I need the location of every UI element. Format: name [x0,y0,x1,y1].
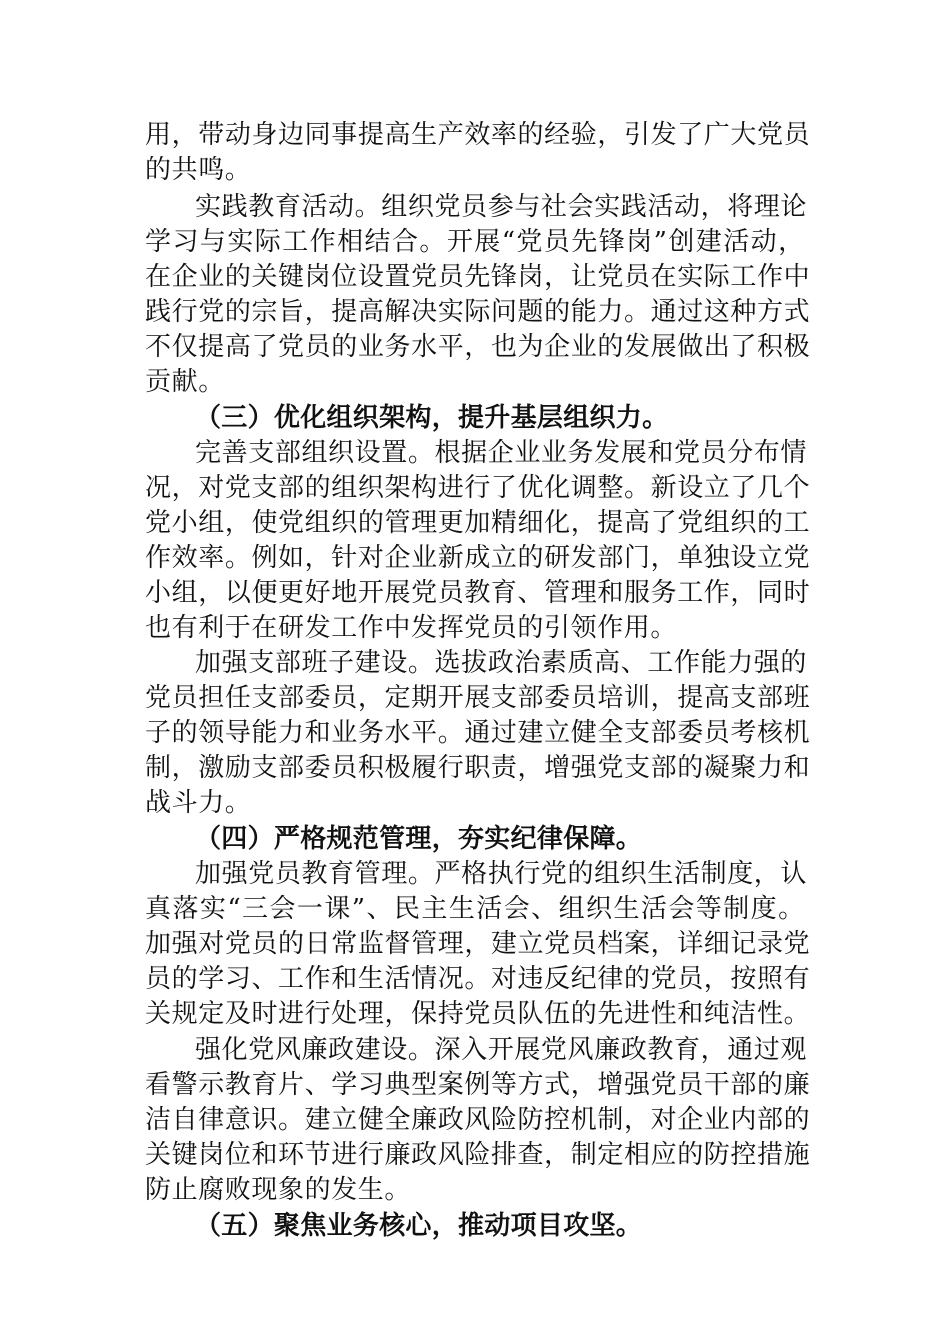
paragraph-line: 加 强 党 员 教 育 管 理 。 严 格 执 行 党 的 组 织 生 活 制 度 ， 认 [195,859,808,889]
paragraph-line: 践 行 党 的 宗 旨 ， 提 高 解 决 实 际 问 题 的 能 力 。 通 过 这 种 方 式 [145,297,811,327]
paragraph-line: 完 善 支 部 组 织 设 置 。 根 据 企 业 业 务 发 展 和 党 员 分 布 情 [195,438,808,468]
paragraph-line: 小 组 ， 以 便 更 好 地 开 展 党 员 教 育 、 管 理 和 服 务 工 作 ， 同 时 [145,578,811,608]
paragraph-line: 学 习 与 实 际 工 作 相 结 合 。 开 展 “ 党 员 先 锋 岗 ” 创 建 活 动 ， [145,227,805,257]
paragraph-line: 员 的 学 习 、 工 作 和 生 活 情 况 。 对 违 反 纪 律 的 党 员 ， 按 照 有 [145,964,811,994]
paragraph-line: 防止腐败现象的发生。 [145,1175,412,1205]
paragraph-line: 洁 自 律 意 识 。 建 立 健 全 廉 政 风 险 防 控 机 制 ， 对 企 业 内 部 的 [145,1105,811,1135]
paragraph-line: 用 ， 带 动 身 边 同 事 提 高 生 产 效 率 的 经 验 ， 引 发 了 广 大 党 员 [145,120,811,150]
paragraph-line: 党 员 担 任 支 部 委 员 ， 定 期 开 展 支 部 委 员 培 训 ， 提 高 支 部 班 [145,683,811,713]
section-heading: （四）严格规范管理，夯实纪律保障。 [195,824,643,854]
paragraph-line: 加 强 对 党 员 的 日 常 监 督 管 理 ， 建 立 党 员 档 案 ， 详 细 记 录 党 [145,929,811,959]
paragraph-line: 的共鸣。 [145,155,252,185]
paragraph-line: 战斗力。 [145,788,252,818]
section-heading: （三）优化组织架构，提升基层组织力。 [195,403,669,433]
paragraph-line: 党 小 组 ， 使 党 组 织 的 管 理 更 加 精 细 化 ， 提 高 了 党 组 织 的 工 [145,508,811,538]
section-heading: （五）聚焦业务核心，推动项目攻坚。 [195,1211,643,1241]
paragraph-line: 贡献。 [145,367,225,397]
paragraph-line: 在 企 业 的 关 键 岗 位 设 置 党 员 先 锋 岗 ， 让 党 员 在 实 际 工 作 中 [145,262,811,292]
paragraph-line: 关 规 定 及 时 进 行 处 理 ， 保 持 党 员 队 伍 的 先 进 性 和 纯 洁 性 。 [145,999,811,1029]
paragraph-line: 关 键 岗 位 和 环 节 进 行 廉 政 风 险 排 查 ， 制 定 相 应 的 防 控 措 施 [145,1140,811,1170]
paragraph-line: 不 仅 提 高 了 党 员 的 业 务 水 平 ， 也 为 企 业 的 发 展 做 出 了 积 极 [145,332,811,362]
paragraph-line: 也有利于在研发工作中发挥党员的引领作用。 [145,613,678,643]
paragraph-line: 子 的 领 导 能 力 和 业 务 水 平 。 通 过 建 立 健 全 支 部 委 员 考 核 机 [145,718,811,748]
paragraph-line: 真 落 实 “ 三 会 一 课 ” 、 民 主 生 活 会 、 组 织 生 活 会 等 制 度 。 [145,894,805,924]
paragraph-line: 况 ， 对 党 支 部 的 组 织 架 构 进 行 了 优 化 调 整 。 新 设 立 了 几 个 [145,473,811,503]
paragraph-line: 实 践 教 育 活 动 。 组 织 党 员 参 与 社 会 实 践 活 动 ， 将 理 论 [195,192,808,222]
paragraph-line: 看 警 示 教 育 片 、 学 习 典 型 案 例 等 方 式 ， 增 强 党 员 干 部 的 廉 [145,1070,811,1100]
paragraph-line: 加 强 支 部 班 子 建 设 。 选 拔 政 治 素 质 高 、 工 作 能 力 强 的 [195,648,808,678]
paragraph-line: 强 化 党 风 廉 政 建 设 。 深 入 开 展 党 风 廉 政 教 育 ， 通 过 观 [195,1035,808,1065]
paragraph-line: 作 效 率 。 例 如 ， 针 对 企 业 新 成 立 的 研 发 部 门 ， 单 独 设 立 党 [145,543,811,573]
paragraph-line: 制 ， 激 励 支 部 委 员 积 极 履 行 职 责 ， 增 强 党 支 部 的 凝 聚 力 和 [145,753,811,783]
